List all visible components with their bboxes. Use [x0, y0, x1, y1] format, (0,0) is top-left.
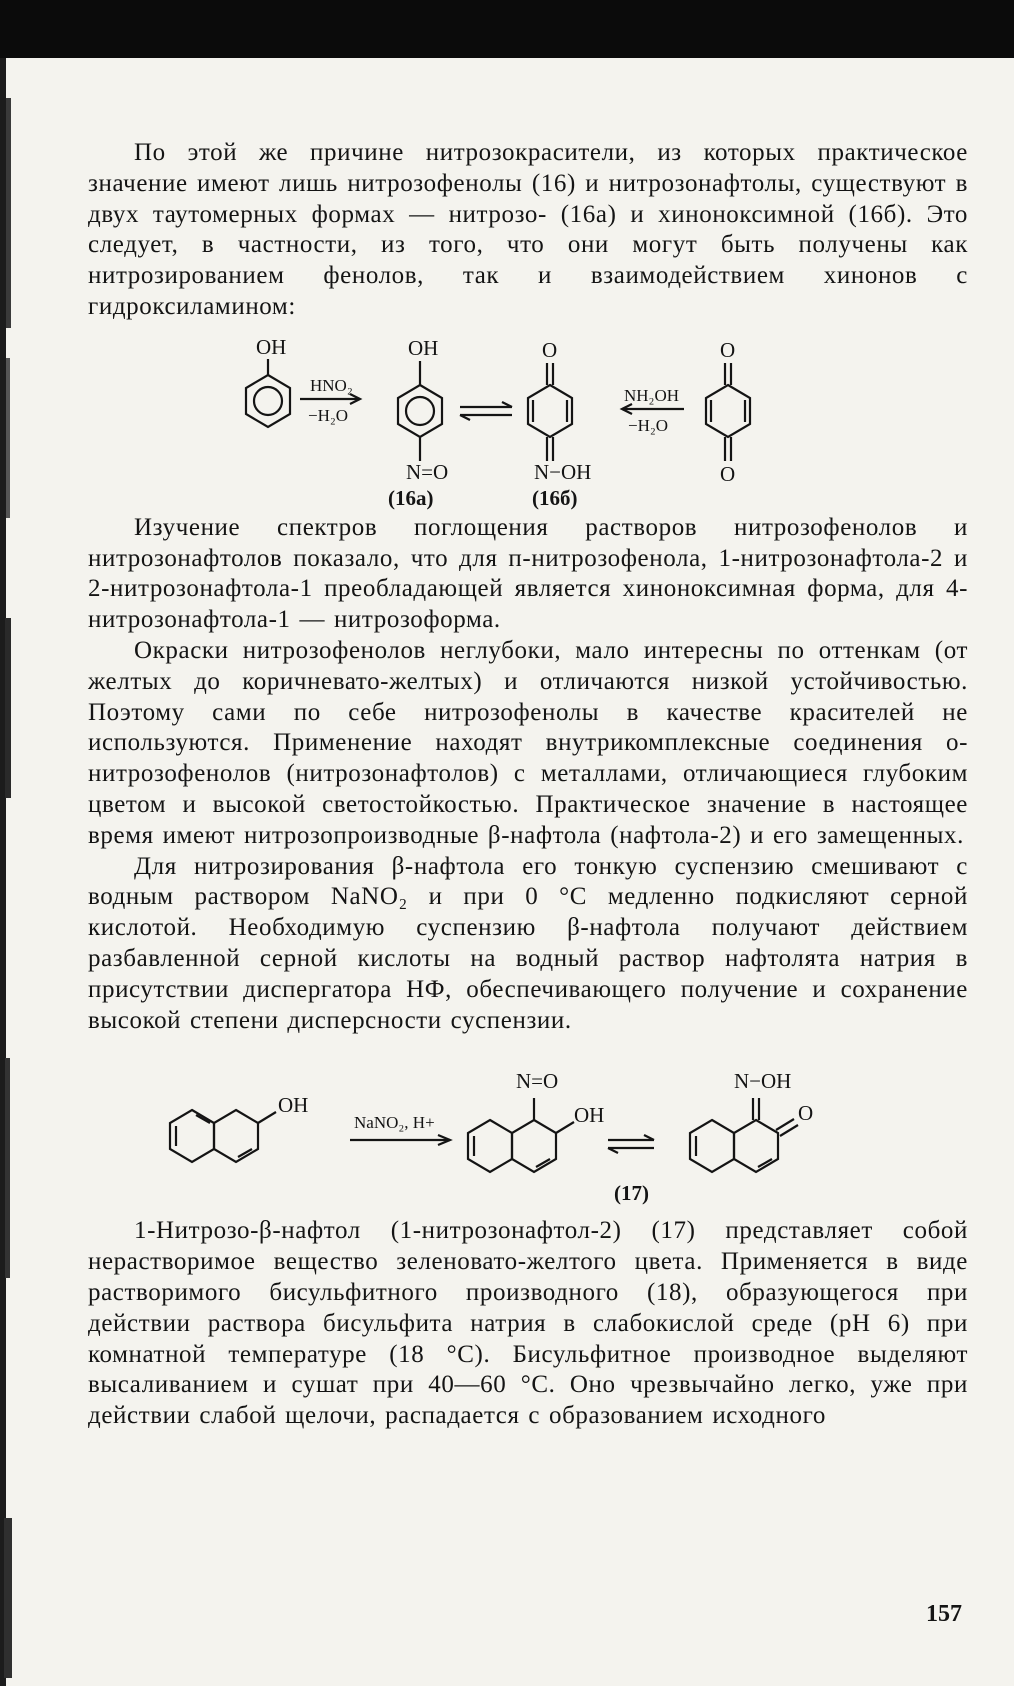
nitrosonaphthol-ring-right [512, 1120, 556, 1172]
paragraph-5: 1-Нитрозо-β-нафтол (1-нитрозонафтол-2) (17) представляет собой нерастворимое вещество зеленовато-желтого цвета. Применяется в виде растворимого бисульфитного производного (18), образующегося при действии раствора бисульфита натрия в слабокислой среде (pH 6) при комнатной температуре (18 °С). Бисульфитное производное выделяют высаливанием и сушат при 40—60 °С. Оно чрезвычайно легко, уже при действии слабой щелочи, распадается с образованием исходного [88, 1217, 968, 1430]
scan-left-edge [0, 58, 28, 1686]
reagent-nh2oh: NH₂OH [624, 385, 680, 405]
oxime-group-2: N−OH [734, 1069, 792, 1094]
oxime-naphthalene-ring-right [734, 1120, 778, 1172]
nitrosophenol-oh: OH [408, 335, 439, 360]
reaction-scheme-nitrosonaphthol [88, 1036, 968, 1216]
benzoquinone-o-bottom: O [720, 461, 736, 486]
paragraph-1: По этой же причине нитрозокрасители, из которых практическое значение имеют лишь нитрозофенолы (16) и нитрозонафтолы, существуют в двух таутомерных формах — нитрозо- (16а) и хиноноксимной (16б). Это следует, в частности, из того, что они могут быть получены как нитрозированием фенолов, так и взаимодействием хинонов с гидроксиламином: [88, 139, 968, 320]
reaction-scheme-nitrosophenol [88, 323, 968, 513]
oxime-group: N−OH [534, 459, 592, 484]
scan-top-border [0, 0, 1014, 58]
scheme2-drawing [88, 1036, 968, 1216]
label-16b: (16б) [532, 485, 578, 510]
nitroso-group-2: N=O [516, 1069, 559, 1094]
benzoquinone-ring [706, 385, 750, 437]
paragraph-4: Для нитрозирования β-нафтола его тонкую суспензию смешивают с водным раствором NaNO₂ и при 0 °С медленно подкисляют серной кислотой. Необходимую суспензию β-нафтола получают действием разбавленной серной кислоты на водный раствор нафтолята натрия в присутствии диспергатора НФ, обеспечивающего получение и сохранение высокой степени дисперсности суспензии. [88, 852, 968, 1034]
quinone-oxime-o: O [542, 337, 558, 362]
naphthol-oh: OH [278, 1093, 309, 1118]
label-17: (17) [614, 1181, 649, 1206]
quinone-oxime-ring [528, 385, 572, 437]
scheme1-drawing [88, 323, 968, 513]
page-number: 157 [926, 1601, 962, 1627]
paragraph-3: Окраски нитрозофенолов неглубоки, мало интересны по оттенкам (от желтых до коричневато-желтых) и отличаются низкой устойчивостью. Поэтому сами по себе нитрозофенолы в качестве красителей не используются. Применение находят внутрикомплексные соединения о-нитрозофенолов (нитрозонафтолов) с металлами, отличающиеся глубоким цветом и высокой светостойкостью. Практическое значение в настоящее время имеют нитрозопроизводные β-нафтола (нафтола-2) и его замещенных. [88, 636, 968, 849]
naphthol-ring-right [214, 1110, 258, 1162]
nitroso-group: N=O [406, 459, 449, 484]
nitrosonaphthol-oh: OH [574, 1103, 605, 1128]
reagent-minus-water-2: −H₂O [628, 415, 669, 435]
reagent-hno2: HNO₂ [310, 375, 353, 395]
page-content [88, 138, 968, 1432]
nitrosophenol-ring [398, 385, 442, 437]
phenol-ring [246, 375, 290, 427]
carbonyl-o: O [798, 1101, 814, 1126]
benzoquinone-o-top: O [720, 337, 736, 362]
paragraph-2: Изучение спектров поглощения растворов нитрозофенолов и нитрозонафтолов показало, что для п-нитрозофенола, 1-нитрозонафтола-2 и 2-нитрозонафтола-1 преобладающей является хиноноксимная форма, для 4-нитрозонафтола-1 — нитрозоформа. [88, 513, 968, 634]
reagent-nano2: NaNO₂, H+ [354, 1113, 435, 1133]
phenol-oh: OH [256, 334, 287, 359]
reagent-minus-water-1: −H₂O [308, 405, 349, 425]
label-16a: (16а) [388, 485, 434, 510]
